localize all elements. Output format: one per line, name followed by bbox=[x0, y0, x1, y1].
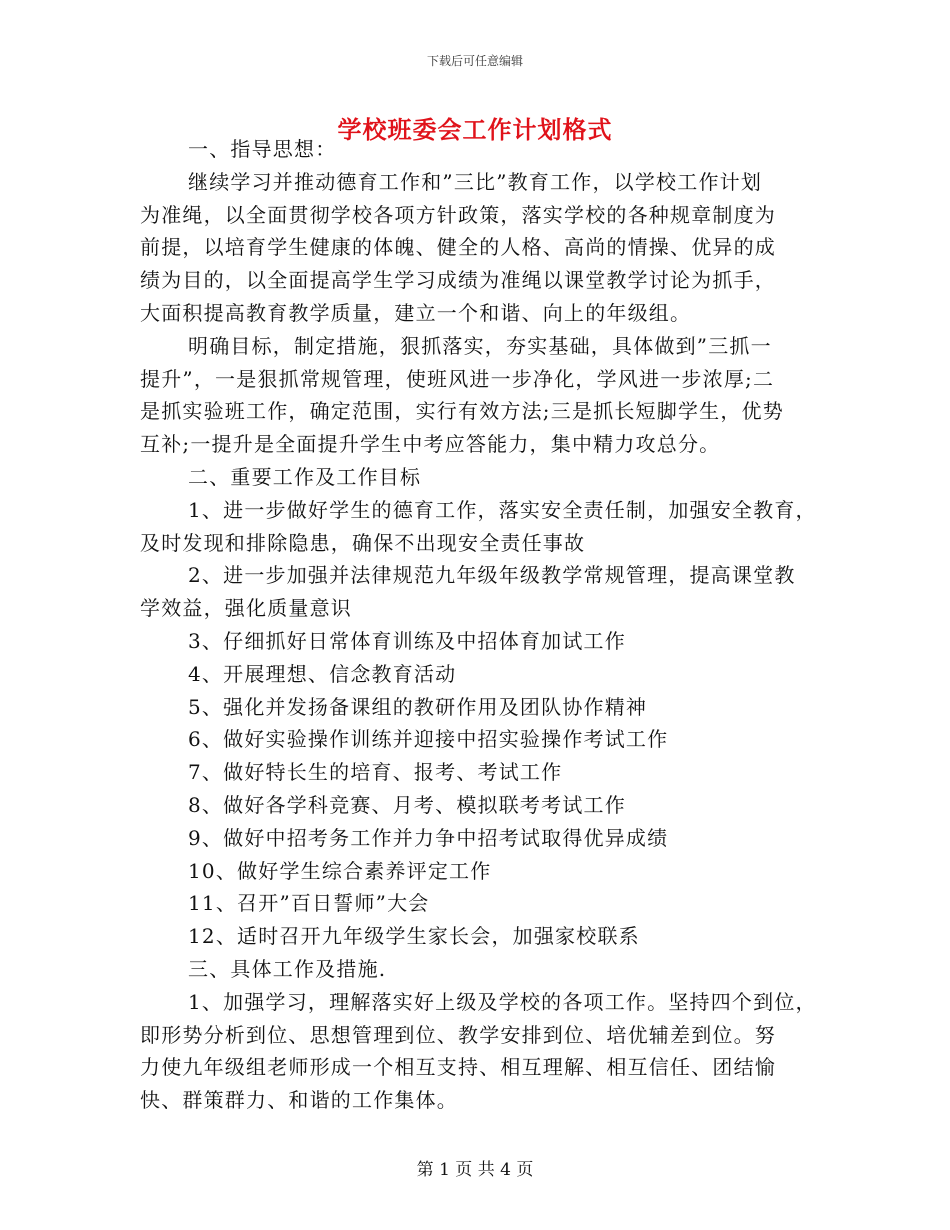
paragraph-line: 2、进一步加强并法律规范九年级年级教学常规管理，提高课堂教 bbox=[188, 563, 796, 588]
paragraph-line: 即形势分析到位、思想管理到位、教学安排到位、培优辅差到位。努 bbox=[140, 1022, 776, 1047]
paragraph-line: 4、开展理想、信念教育活动 bbox=[188, 661, 457, 686]
paragraph-line: 三、具体工作及措施. bbox=[188, 956, 387, 981]
paragraph-line: 继续学习并推动德育工作和”三比”教育工作，以学校工作计划 bbox=[188, 169, 763, 194]
paragraph-line: 绩为目的，以全面提高学生学习成绩为准绳以课堂教学讨论为抓手， bbox=[140, 268, 776, 293]
page-footer: 第 1 页 共 4 页 bbox=[416, 1160, 534, 1180]
paragraph-line: 学效益，强化质量意识 bbox=[140, 596, 352, 621]
paragraph-line: 明确目标，制定措施，狠抓落实，夯实基础，具体做到”三抓一 bbox=[188, 333, 772, 358]
document-body bbox=[140, 133, 820, 1117]
paragraph-line: 大面积提高教育教学质量，建立一个和谐、向上的年级组。 bbox=[140, 300, 692, 325]
paragraph-line: 互补;一提升是全面提升学生中考应答能力，集中精力攻总分。 bbox=[140, 432, 721, 457]
paragraph-line: 12、适时召开九年级学生家长会，加强家校联系 bbox=[188, 924, 640, 949]
paragraph-line: 1、加强学习，理解落实好上级及学校的各项工作。坚持四个到位， bbox=[188, 989, 817, 1014]
paragraph-line: 5、强化并发扬备课组的教研作用及团队协作精神 bbox=[188, 694, 648, 719]
paragraph-line: 是抓实验班工作，确定范围，实行有效方法;三是抓长短脚学生，优势 bbox=[140, 399, 784, 424]
paragraph-line: 快、群策群力、和谐的工作集体。 bbox=[140, 1088, 458, 1113]
paragraph-line: 为准绳，以全面贯彻学校各项方针政策，落实学校的各种规章制度为 bbox=[140, 202, 776, 227]
paragraph-line: 9、做好中招考务工作并力争中招考试取得优异成绩 bbox=[188, 825, 669, 850]
paragraph-line: 10、做好学生综合素养评定工作 bbox=[188, 858, 492, 883]
paragraph-line: 及时发现和排除隐患，确保不出现安全责任事故 bbox=[140, 530, 586, 555]
paragraph-line: 11、召开”百日誓师”大会 bbox=[188, 891, 430, 916]
document-title: 学校班委会工作计划格式 bbox=[337, 115, 613, 144]
header-note: 下载后可任意编辑 bbox=[426, 54, 523, 68]
paragraph-line: 6、做好实验操作训练并迎接中招实验操作考试工作 bbox=[188, 727, 669, 752]
paragraph-line: 8、做好各学科竞赛、月考、模拟联考考试工作 bbox=[188, 792, 626, 817]
paragraph-line: 力使九年级组老师形成一个相互支持、相互理解、相互信任、团结愉 bbox=[140, 1055, 776, 1080]
paragraph-line: 1、进一步做好学生的德育工作，落实安全责任制，加强安全教育， bbox=[188, 497, 817, 522]
paragraph-line: 提升”，一是狠抓常规管理，使班风进一步净化，学风进一步浓厚;二 bbox=[140, 366, 775, 391]
paragraph-line: 二、重要工作及工作目标 bbox=[188, 464, 422, 489]
paragraph-line: 7、做好特长生的培育、报考、考试工作 bbox=[188, 760, 563, 785]
paragraph-line: 3、仔细抓好日常体育训练及中招体育加试工作 bbox=[188, 628, 626, 653]
paragraph-line: 一、指导思想： bbox=[188, 137, 337, 161]
paragraph-line: 前提，以培育学生健康的体魄、健全的人格、高尚的情操、优异的成 bbox=[140, 235, 776, 260]
